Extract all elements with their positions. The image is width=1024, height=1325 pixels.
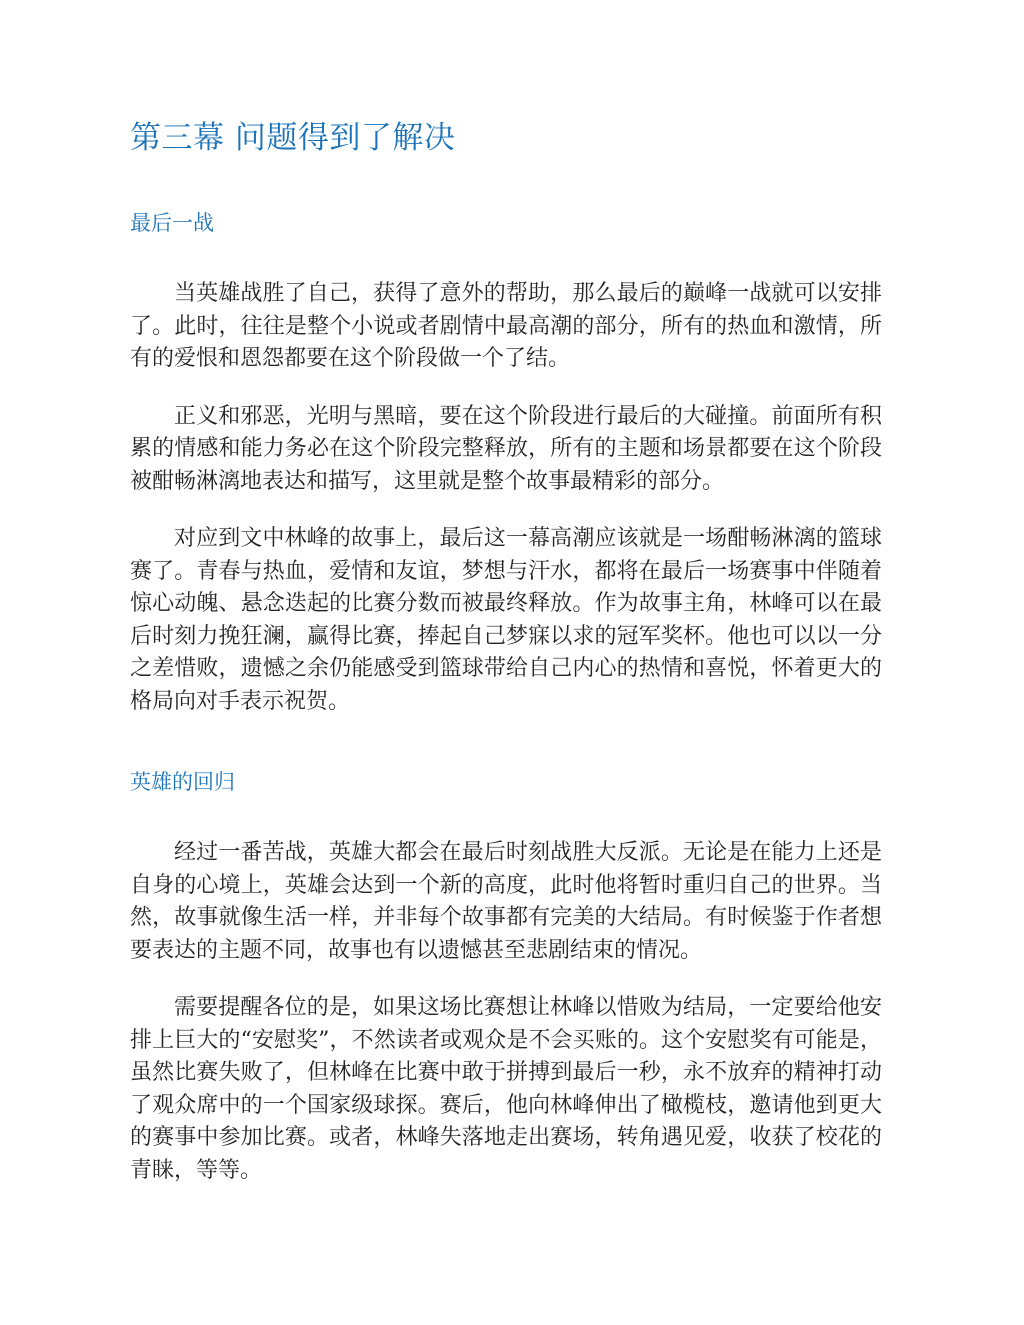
paragraph: 经过一番苦战，英雄大都会在最后时刻战胜大反派。无论是在能力上还是自身的心境上，英雄会达到一个新的高度，此时他将暂时重归自己的世界。当然，故事就像生活一样，并非每个故事都有完美的大结局。有时候鉴于作者想要表达的主题不同，故事也有以遗憾甚至悲剧结束的情况。 xyxy=(130,840,882,963)
section-heading: 最后一战 xyxy=(130,211,214,235)
chapter-title: 第三幕 问题得到了解决 xyxy=(130,120,456,156)
section-hero-return xyxy=(130,765,882,1187)
page-content xyxy=(130,112,882,1187)
paragraph: 当英雄战胜了自己，获得了意外的帮助，那么最后的巅峰一战就可以安排了。此时，往往是整个小说或者剧情中最高潮的部分，所有的热血和激情，所有的爱恨和恩怨都要在这个阶段做一个了结。 xyxy=(130,281,882,371)
paragraph: 对应到文中林峰的故事上，最后这一幕高潮应该就是一场酣畅淋漓的篮球赛了。青春与热血，爱情和友谊，梦想与汗水，都将在最后一场赛事中伴随着惊心动魄、悬念迭起的比赛分数而被最终释放。作为故事主角，林峰可以在最后时刻力挽狂澜，赢得比赛，捧起自己梦寐以求的冠军奖杯。他也可以以一分之差惜败，遗憾之余仍能感受到篮球带给自己内心的热情和喜悦，怀着更大的格局向对手表示祝贺。 xyxy=(130,526,882,714)
paragraph: 需要提醒各位的是，如果这场比赛想让林峰以惜败为结局，一定要给他安排上巨大的“安慰奖”，不然读者或观众是不会买账的。这个安慰奖有可能是，虽然比赛失败了，但林峰在比赛中敢于拼搏到最后一秒，永不放弃的精神打动了观众席中的一个国家级球探。赛后，他向林峰伸出了橄榄枝，邀请他到更大的赛事中参加比赛。或者，林峰失落地走出赛场，转角遇见爱，收获了校花的青睐，等等。 xyxy=(130,995,882,1183)
section-heading: 英雄的回归 xyxy=(130,770,235,794)
section-final-battle xyxy=(130,206,882,718)
paragraph: 正义和邪恶，光明与黑暗，要在这个阶段进行最后的大碰撞。前面所有积累的情感和能力务必在这个阶段完整释放，所有的主题和场景都要在这个阶段被酣畅淋漓地表达和描写，这里就是整个故事最精彩的部分。 xyxy=(130,403,882,494)
